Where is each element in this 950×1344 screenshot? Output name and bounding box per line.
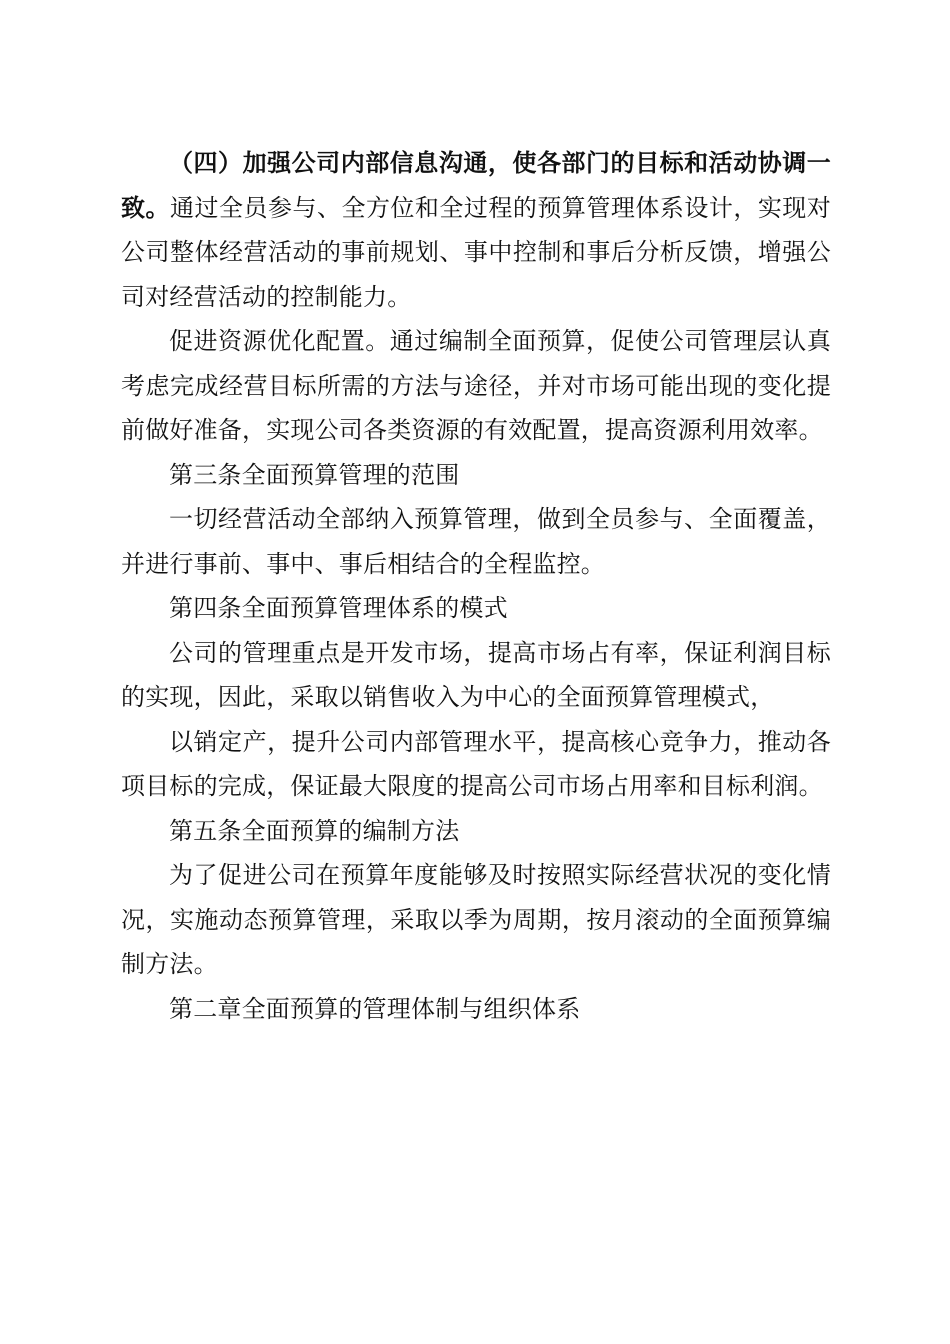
paragraph-production-by-sales: 以销定产，提升公司内部管理水平，提高核心竞争力，推动各项目标的完成，保证最大限度的提高公司市场占用率和目标利润。 [121, 727, 831, 800]
heading-chapter-2: 第二章全面预算的管理体制与组织体系 [169, 994, 581, 1023]
paragraph-resource-allocation: 促进资源优化配置。通过编制全面预算，促使公司管理层认真考虑完成经营目标所需的方法与途径，并对市场可能出现的变化提前做好准备，实现公司各类资源的有效配置，提高资源利用效率。 [121, 327, 831, 444]
paragraph-strengthen-communication [121, 141, 831, 319]
heading-article-4: 第四条全面预算管理体系的模式 [169, 594, 508, 622]
document-page [121, 141, 831, 1031]
heading-article-5: 第五条全面预算的编制方法 [169, 816, 460, 845]
paragraph-budget-scope: 一切经营活动全部纳入预算管理，做到全员参与、全面覆盖，并进行事前、事中、事后相结合的全程监控。 [121, 505, 831, 578]
paragraph-lead-bold: （四）加强公司内部信息沟通，使各部门的目标和活动协调一致。 [121, 148, 831, 222]
paragraph-compilation-method: 为了促进公司在预算年度能够及时按照实际经营状况的变化情况，实施动态预算管理，采取以季为周期，按月滚动的全面预算编制方法。 [121, 861, 831, 978]
paragraph-body: 通过全员参与、全方位和全过程的预算管理体系设计，实现对公司整体经营活动的事前规划、事中控制和事后分析反馈，增强公司对经营活动的控制能力。 [121, 193, 832, 311]
paragraph-management-focus: 公司的管理重点是开发市场，提高市场占有率，保证利润目标的实现，因此，采取以销售收入为中心的全面预算管理模式， [121, 638, 831, 711]
heading-article-3: 第三条全面预算管理的范围 [169, 460, 460, 489]
